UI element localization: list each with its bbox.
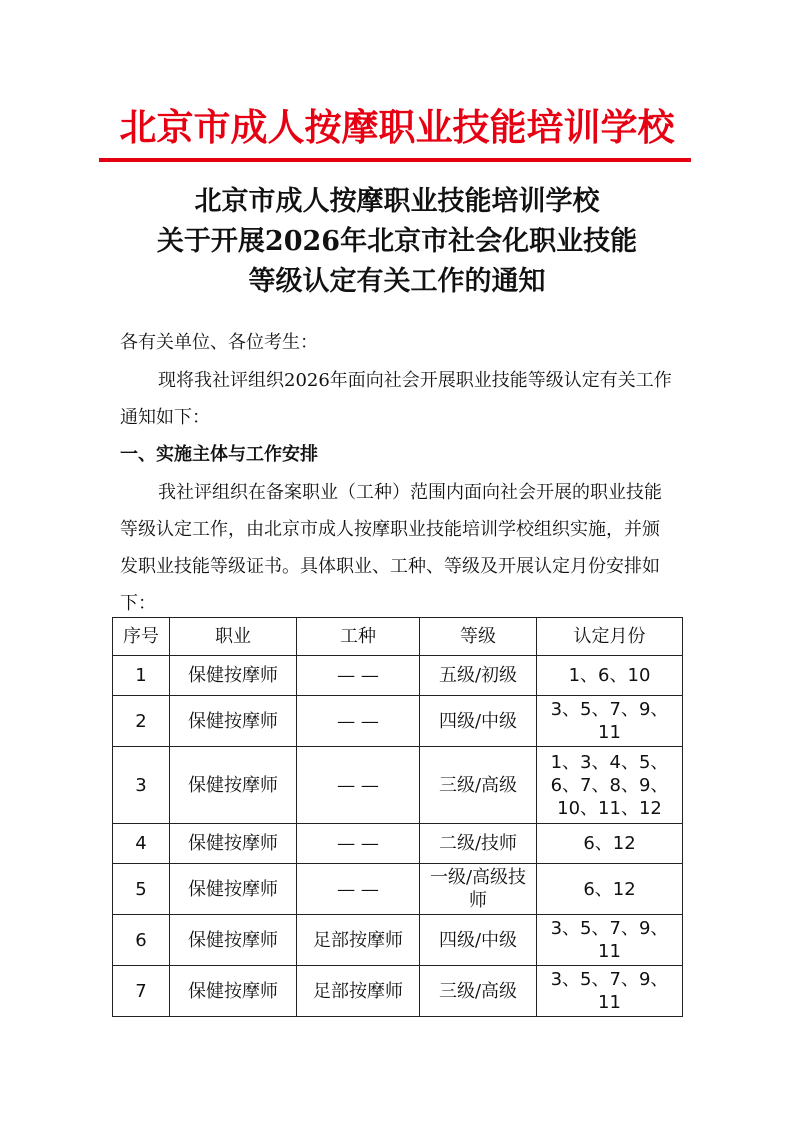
cell-months: 6、12 xyxy=(537,824,683,864)
title-line-1: 北京市成人按摩职业技能培训学校 xyxy=(194,186,600,217)
cell-months: 6、12 xyxy=(537,864,683,915)
table-row xyxy=(113,696,683,747)
table-row xyxy=(113,747,683,824)
table-row xyxy=(113,824,683,864)
letterhead-title: 北京市成人按摩职业技能培训学校 xyxy=(119,105,675,149)
header-months: 认定月份 xyxy=(537,618,683,656)
cell-job: 保健按摩师 xyxy=(170,864,297,915)
cell-seq: 6 xyxy=(113,915,170,966)
cell-seq: 4 xyxy=(113,824,170,864)
cell-seq: 5 xyxy=(113,864,170,915)
cell-level: 四级/中级 xyxy=(420,696,537,747)
cell-months: 3、5、7、9、11 xyxy=(537,696,683,747)
cell-level: 五级/初级 xyxy=(420,656,537,696)
cell-type: — — xyxy=(297,824,420,864)
cell-type: — — xyxy=(297,656,420,696)
title-line-2: 关于开展2026年北京市社会化职业技能 xyxy=(156,226,638,257)
intro-paragraph: 现将我社评组织2026年面向社会开展职业技能等级认定有关工作通知如下： xyxy=(120,370,672,428)
cell-seq: 1 xyxy=(113,656,170,696)
cell-seq: 7 xyxy=(113,966,170,1017)
cell-seq: 3 xyxy=(113,747,170,824)
cell-months: 3、5、7、9、11 xyxy=(537,915,683,966)
header-job: 职业 xyxy=(170,618,297,656)
cell-level: 一级/高级技师 xyxy=(420,864,537,915)
cell-job: 保健按摩师 xyxy=(170,824,297,864)
certification-schedule-table xyxy=(112,617,683,1017)
cell-job: 保健按摩师 xyxy=(170,696,297,747)
cell-type: 足部按摩师 xyxy=(297,915,420,966)
section-heading-1: 一、实施主体与工作安排 xyxy=(120,444,318,465)
cell-type: — — xyxy=(297,696,420,747)
header-level: 等级 xyxy=(420,618,537,656)
table-row xyxy=(113,966,683,1017)
cell-months: 1、6、10 xyxy=(537,656,683,696)
cell-job: 保健按摩师 xyxy=(170,747,297,824)
table-row xyxy=(113,656,683,696)
salutation: 各有关单位、各位考生： xyxy=(120,332,318,353)
header-seq: 序号 xyxy=(113,618,170,656)
table-header-row xyxy=(113,618,683,656)
cell-months: 1、3、4、5、6、7、8、9、10、11、12 xyxy=(537,747,683,824)
letterhead-red-rule xyxy=(99,158,691,162)
cell-level: 三级/高级 xyxy=(420,747,537,824)
cell-seq: 2 xyxy=(113,696,170,747)
section-paragraph-1: 我社评组织在备案职业（工种）范围内面向社会开展的职业技能等级认定工作，由北京市成人按摩职业技能培训学校组织实施，并颁发职业技能等级证书。具体职业、工种、等级及开展认定月份安排如下： xyxy=(120,482,662,614)
cell-job: 保健按摩师 xyxy=(170,966,297,1017)
cell-months: 3、5、7、9、11 xyxy=(537,966,683,1017)
cell-job: 保健按摩师 xyxy=(170,656,297,696)
document-title xyxy=(0,182,794,302)
header-type: 工种 xyxy=(297,618,420,656)
cell-level: 三级/高级 xyxy=(420,966,537,1017)
title-line-3: 等级认定有关工作的通知 xyxy=(248,266,546,297)
cell-level: 四级/中级 xyxy=(420,915,537,966)
table-row xyxy=(113,915,683,966)
cell-type: — — xyxy=(297,864,420,915)
cell-type: 足部按摩师 xyxy=(297,966,420,1017)
table-row xyxy=(113,864,683,915)
cell-job: 保健按摩师 xyxy=(170,915,297,966)
cell-type: — — xyxy=(297,747,420,824)
cell-level: 二级/技师 xyxy=(420,824,537,864)
